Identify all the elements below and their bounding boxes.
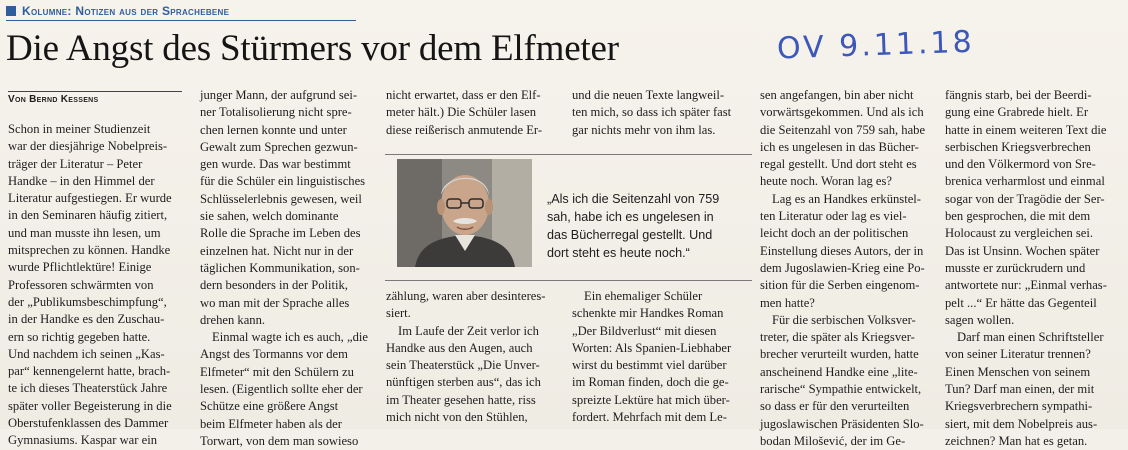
text-line: Worten: Als Spanien-Liebhaber	[572, 340, 732, 355]
text-line: Schütze eine größere Angst	[200, 399, 339, 414]
text-line: beim Elfmeter haben als der	[200, 416, 342, 431]
text-line: Lag es an Handkes erkünstel-	[772, 191, 921, 206]
text-line: so dass er für den verurteilten	[760, 399, 910, 414]
text-line: Angst des Tormanns vor dem	[200, 347, 348, 362]
pull-quote-line: sah, habe ich es ungelesen in	[547, 210, 714, 224]
text-line: Kriegsverbrechern sympathi-	[945, 399, 1093, 414]
byline: Von Bernd Kessens	[8, 94, 99, 105]
text-line: einzelnen hat. Nicht nur in der	[200, 243, 354, 258]
text-line: der „Publikumsbeschimpfung“,	[8, 294, 167, 309]
text-line: gen wurde. Das war bestimmt	[200, 157, 351, 172]
byline-rule	[8, 91, 182, 92]
pull-quote-line: dort steht es heute noch.“	[547, 246, 690, 260]
text-line: Und nachdem ich seinen „Kas-	[8, 346, 165, 361]
text-line: war der diesjährige Nobelpreis-	[8, 139, 168, 154]
text-line: dern besonders in der Politik,	[200, 278, 348, 293]
rubric-label: Kolumne: Notizen aus der Sprachebene	[22, 4, 230, 18]
text-line: „Der Bildverlust“ mit diesen	[572, 323, 717, 338]
text-line: fordert. Mehrfach mit dem Le-	[572, 410, 727, 425]
text-line: vorwärtsgekommen. Und als ich	[760, 105, 924, 120]
text-line: Literatur aufgestiegen. Er wurde	[8, 191, 172, 206]
text-line: Ein ehemaliger Schüler	[584, 289, 703, 303]
text-line: täglichen Kommunikation, son-	[200, 260, 360, 275]
text-line: diese reißerisch anmutende Er-	[386, 122, 543, 137]
text-line: junger Mann, der aufgrund sei-	[200, 88, 358, 102]
text-line: Einen Menschen von seinem	[945, 364, 1091, 379]
text-column-4-bottom	[572, 288, 731, 426]
text-line: lesen. (Eigentlich sollte eher der	[200, 382, 363, 397]
text-line: te ich dieses Theaterstück Jahre	[8, 381, 168, 396]
text-column-3-bottom	[386, 288, 545, 426]
text-line: Tun? Darf man einen, der mit	[945, 382, 1095, 397]
text-line: brecher verurteilt wurden, hatte	[760, 347, 919, 362]
quote-box-bottom-rule	[385, 280, 752, 281]
text-line: antwortete nur: „Einmal verhas-	[945, 278, 1107, 293]
text-line: Professoren schwärmten von	[8, 277, 154, 292]
text-line: mitsprechen zu können. Handke	[8, 243, 171, 258]
text-line: wurde Pflichtlektüre! Einige	[8, 260, 152, 275]
text-line: mich nicht von den Stühlen,	[386, 410, 528, 425]
text-line: Schon in meiner Studienzeit	[8, 122, 151, 136]
text-line: Einmal wagte ich es auch, „die	[212, 330, 368, 345]
text-line: ern so richtig gegeben hatte.	[8, 329, 151, 344]
text-line: Für die serbischen Volksver-	[772, 312, 916, 327]
text-line: zählung, waren aber desinteres-	[386, 289, 546, 303]
text-line: gar nichts mehr von ihm las.	[572, 122, 716, 137]
text-line: ben gesprochen, die mit dem	[945, 209, 1091, 224]
text-line: treter, die später als Kriegsver-	[760, 330, 915, 345]
pull-quote-line: „Als ich die Seitenzahl von 759	[547, 192, 720, 206]
text-line: wo man mit der Sprache alles	[200, 295, 350, 310]
text-line: für die Schüler ein linguistisches	[200, 174, 366, 189]
text-line: sagen wollen.	[945, 312, 1015, 327]
headline: Die Angst des Stürmers vor dem Elfmeter	[6, 28, 619, 69]
text-line: ich es ungelesen in das Bücher-	[760, 139, 919, 154]
text-line: im Theater gesehen hatte, riss	[386, 392, 536, 407]
text-line: Handke – in den Himmel der	[8, 173, 155, 188]
handwritten-date-note: OV 9.11.18	[776, 24, 976, 67]
text-line: in der Handke es den Zuschau-	[8, 312, 165, 327]
text-line: jugoslawischen Präsidenten Slo-	[760, 416, 924, 431]
text-line: siert.	[386, 306, 411, 321]
pull-quote-line: das Bücherregal gestellt. Und	[547, 228, 713, 242]
text-line: regal gestellt. Und dort steht es	[760, 157, 917, 172]
text-line: Holocaust zu vergleichen sei.	[945, 226, 1094, 241]
text-line: Schlüsselerlebnis gewesen, weil	[200, 191, 362, 206]
text-line: musste er zurückrudern und	[945, 260, 1086, 275]
text-line: und die neuen Texte langweil-	[572, 88, 725, 102]
text-line: sogar von der Tragödie der Ser-	[945, 191, 1105, 206]
text-line: ten Literatur oder lag es viel-	[760, 209, 907, 224]
text-line: leicht doch an der politischen	[760, 226, 909, 241]
text-line: ten mich, so dass ich später fast	[572, 105, 732, 120]
text-line: zeichnen? Man hat es getan.	[945, 433, 1088, 448]
column-rubric	[6, 3, 229, 19]
text-line: Im Laufe der Zeit verlor ich	[398, 323, 539, 338]
text-line: brenica verharmlost und einmal	[945, 174, 1105, 189]
text-line: nünftigen sterben aus“, das ich	[386, 375, 541, 390]
text-line: in den Seminaren häufig zitiert,	[8, 208, 168, 223]
text-line: rarische“ Sympathie entwickelt,	[760, 382, 922, 397]
text-line: und man musste ihn lesen, um	[8, 225, 161, 240]
text-line: und den Völkermord von Sre-	[945, 157, 1096, 172]
text-line: später voller Begeisterung in die	[8, 398, 172, 413]
rubric-rule	[6, 20, 356, 21]
pull-quote	[547, 190, 719, 262]
text-line: sition für die Serben eingenom-	[760, 278, 920, 293]
text-line: Torwart, von dem man sowieso	[200, 433, 359, 448]
text-line: schenkte mir Handkes Roman	[572, 306, 724, 321]
text-line: Darf man einen Schriftsteller	[957, 330, 1104, 345]
quote-box-top-rule	[385, 154, 752, 155]
text-line: nicht erwartet, dass er den Elf-	[386, 88, 541, 102]
text-line: Einstellung dieses Autors, der in	[760, 243, 924, 258]
text-line: spreizte Lektüre hat mich über-	[572, 392, 730, 407]
text-line: chen lernen konnte und unter	[200, 122, 347, 137]
text-line: sen angefangen, bin aber nicht	[760, 88, 914, 102]
author-portrait-photo	[397, 159, 532, 267]
text-column-2	[200, 87, 368, 450]
text-line: siert, mit dem Nobelpreis aus-	[945, 416, 1098, 431]
text-line: wirst du bestimmt viel darüber	[572, 358, 727, 373]
text-line: träger der Literatur – Peter	[8, 156, 143, 171]
text-line: Oberstufenklassen des Dammer	[8, 416, 169, 431]
text-column-4-top	[572, 87, 731, 139]
text-line: sie sahen, welch dominante	[200, 209, 339, 224]
text-line: die Seitenzahl von 759 sah, habe	[760, 122, 926, 137]
text-line: Das ist Unsinn. Wochen später	[945, 243, 1100, 258]
text-line: serbischen Kriegsverbrechen	[945, 139, 1091, 154]
text-line: Handke aus den Augen, auch	[386, 340, 533, 355]
text-line: drehen kann.	[200, 312, 266, 327]
text-column-3-top	[386, 87, 542, 139]
portrait-image	[397, 159, 532, 267]
text-line: fängnis starb, bei der Beerdi-	[945, 88, 1092, 102]
text-line: Elfmeter“ mit den Schülern zu	[200, 364, 354, 379]
text-line: meter hält.) Die Schüler lasen	[386, 105, 537, 120]
text-line: Gewalt zum Sprechen gezwun-	[200, 139, 358, 154]
text-line: sein Theaterstück „Die Unver-	[386, 358, 540, 373]
text-line: anscheinend Handke eine „lite-	[760, 364, 918, 379]
text-line: Gymnasiums. Kaspar war ein	[8, 433, 157, 448]
text-line: hatte in einem weiteren Text die	[945, 122, 1107, 137]
text-line: gung eine Grabrede hielt. Er	[945, 105, 1089, 120]
text-line: ner Totalisolierung nicht spre-	[200, 105, 352, 120]
text-line: dem Jugoslawien-Krieg eine Po-	[760, 260, 925, 275]
text-line: heute noch. Woran lag es?	[760, 174, 892, 189]
text-line: par“ kennengelernt hatte, brach-	[8, 364, 171, 379]
text-column-5	[760, 87, 925, 450]
text-line: Rolle die Sprache im Leben des	[200, 226, 361, 241]
rubric-square-icon	[6, 6, 16, 16]
text-column-1	[8, 121, 172, 450]
text-line: bodan Milošević, der im Ge-	[760, 433, 906, 448]
text-line: von seiner Literatur trennen?	[945, 347, 1091, 362]
text-column-6	[945, 87, 1107, 450]
text-line: men hatte?	[760, 295, 815, 310]
text-line: im Roman finden, doch die ge-	[572, 375, 729, 390]
text-line: pelt ...“ Er hätte das Gegenteil	[945, 295, 1097, 310]
